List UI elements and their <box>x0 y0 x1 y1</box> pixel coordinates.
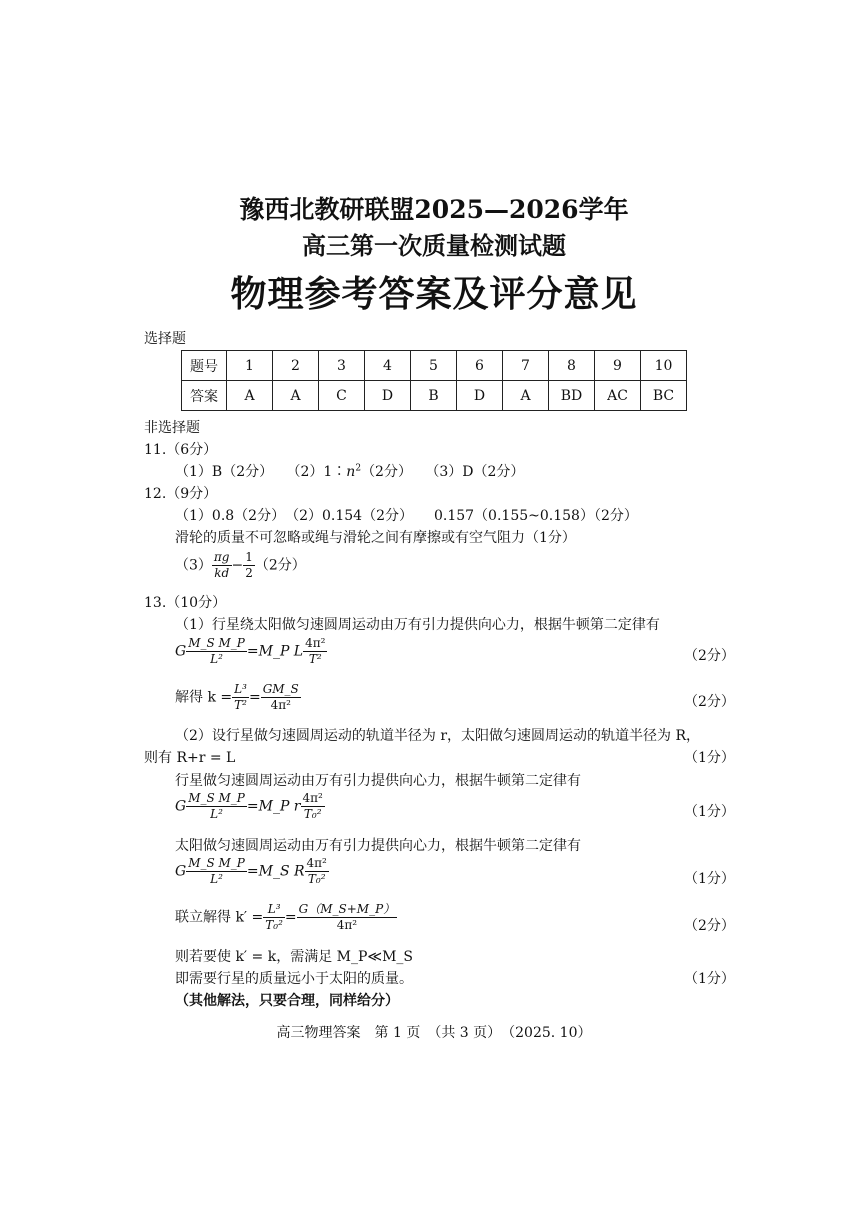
table-cell-number: 1 <box>227 351 273 381</box>
q12-line2: 滑轮的质量不可忽略或绳与滑轮之间有摩擦或有空气阻力（1分） <box>175 530 576 546</box>
q13-eq4-score: （1分） <box>684 871 735 887</box>
q12-line1: （1）0.8（2分） （2）0.154（2分） 0.157（0.155~0.158）（2分） <box>175 508 638 524</box>
header-line2: 高三第一次质量检测试题 <box>302 231 566 260</box>
q11-a2-post: （2分） <box>361 464 412 480</box>
q12-head: 12.（9分） <box>144 486 218 502</box>
answer-table <box>181 350 687 411</box>
table-cell-answer: C <box>319 381 365 411</box>
table-head-answer: 答案 <box>182 381 227 411</box>
table-row-answers <box>182 381 687 411</box>
page-footer: 高三物理答案 第 1 页 （共 3 页） （2025. 10） <box>276 1025 592 1041</box>
table-cell-number: 4 <box>365 351 411 381</box>
table-cell-answer: AC <box>595 381 641 411</box>
table-cell-answer: BC <box>641 381 687 411</box>
q12-line3 <box>175 550 306 581</box>
table-cell-number: 5 <box>411 351 457 381</box>
q11-a3: （3）D（2分） <box>425 464 525 480</box>
table-cell-number: 7 <box>503 351 549 381</box>
q13-p6: 即需要行星的质量远小于太阳的质量。 <box>175 971 413 987</box>
q11-a2-sup: 2 <box>355 463 362 474</box>
q13-eq2: 解得 k = $\frac{\text{L³}}{\text{T²}}$ = $\frac{GM\_S}{\text{4π²}}$ <box>175 682 299 712</box>
table-cell-number: 8 <box>549 351 595 381</box>
table-head-number: 题号 <box>182 351 227 381</box>
table-cell-answer: A <box>273 381 319 411</box>
table-cell-number: 10 <box>641 351 687 381</box>
nonchoice-section-label: 非选择题 <box>144 420 200 436</box>
table-cell-number: 3 <box>319 351 365 381</box>
q12-l3-post: （2分） <box>254 557 306 574</box>
q11-answers <box>175 461 524 481</box>
page-title: 物理参考答案及评分意见 <box>230 273 638 315</box>
q13-eq3-score: （1分） <box>684 804 735 820</box>
choice-section-label: 选择题 <box>144 331 186 347</box>
q13-p2: （2）设行星做匀速圆周运动的轨道半径为 r，太阳做匀速圆周运动的轨道半径为 R， <box>175 728 701 744</box>
q13-p1: （1）行星绕太阳做匀速圆周运动由万有引力提供向心力，根据牛顿第二定律有 <box>175 617 660 633</box>
q13-p5: 则若要使 k′ = k，需满足 M_P≪M_S <box>175 949 414 965</box>
table-cell-answer: A <box>227 381 273 411</box>
q13-eq5-score: （2分） <box>684 918 735 934</box>
q13-p2b: 则有 R+r = L <box>144 750 236 766</box>
q13-p3: 行星做匀速圆周运动由万有引力提供向心力，根据牛顿第二定律有 <box>175 773 581 789</box>
q13-p4: 太阳做匀速圆周运动由万有引力提供向心力，根据牛顿第二定律有 <box>175 838 581 854</box>
q12-frac2: $\frac{1}{2}$ <box>245 550 253 580</box>
table-cell-answer: BD <box>549 381 595 411</box>
table-row-numbers <box>182 351 687 381</box>
q11-a2-pre: （2）1∶ <box>286 464 347 480</box>
q12-frac1: $\frac{\pi g}{kd}$ <box>213 550 230 580</box>
q13-head: 13.（10分） <box>144 595 227 611</box>
q13-p6-score: （1分） <box>684 971 735 987</box>
table-cell-number: 9 <box>595 351 641 381</box>
q13-eq1-score: （2分） <box>684 648 735 664</box>
q11-head: 11.（6分） <box>144 442 218 458</box>
q13-p2-score: （1分） <box>684 750 735 766</box>
table-cell-answer: A <box>503 381 549 411</box>
q13-eq2-score: （2分） <box>684 694 735 710</box>
table-cell-number: 6 <box>457 351 503 381</box>
header-line1: 豫西北教研联盟2025—2026学年 <box>239 195 629 224</box>
table-cell-answer: D <box>365 381 411 411</box>
table-cell-answer: D <box>457 381 503 411</box>
q13-eq3: G $\frac{\text{M\_S M\_P}}{\text{L²}}$ =M_P r $\frac{\text{4π²}}{\text{T₀²}}$ <box>175 791 323 821</box>
q12-l3-pre: （3） <box>175 557 212 574</box>
q11-a2-var: n <box>346 464 356 480</box>
q13-eq5: 联立解得 k′ = $\frac{\text{L³}}{\text{T₀²}}$ = $\frac{G(M\_S+M\_P)}{\text{4π²}}$ <box>175 902 396 932</box>
q13-note: （其他解法，只要合理，同样给分） <box>175 993 399 1009</box>
q13-eq1: G $\frac{\text{M\_S M\_P}}{\text{L²}}$ =M_P L $\frac{\text{4π²}}{\text{T²}}$ <box>175 636 326 666</box>
q13-eq4: G $\frac{\text{M\_S M\_P}}{\text{L²}}$ =M_S R $\frac{\text{4π²}}{\text{T₀²}}$ <box>175 856 327 886</box>
table-cell-number: 2 <box>273 351 319 381</box>
table-cell-answer: B <box>411 381 457 411</box>
q11-a1: （1）B（2分） <box>175 464 274 480</box>
q12-l3-minus: − <box>231 557 244 574</box>
